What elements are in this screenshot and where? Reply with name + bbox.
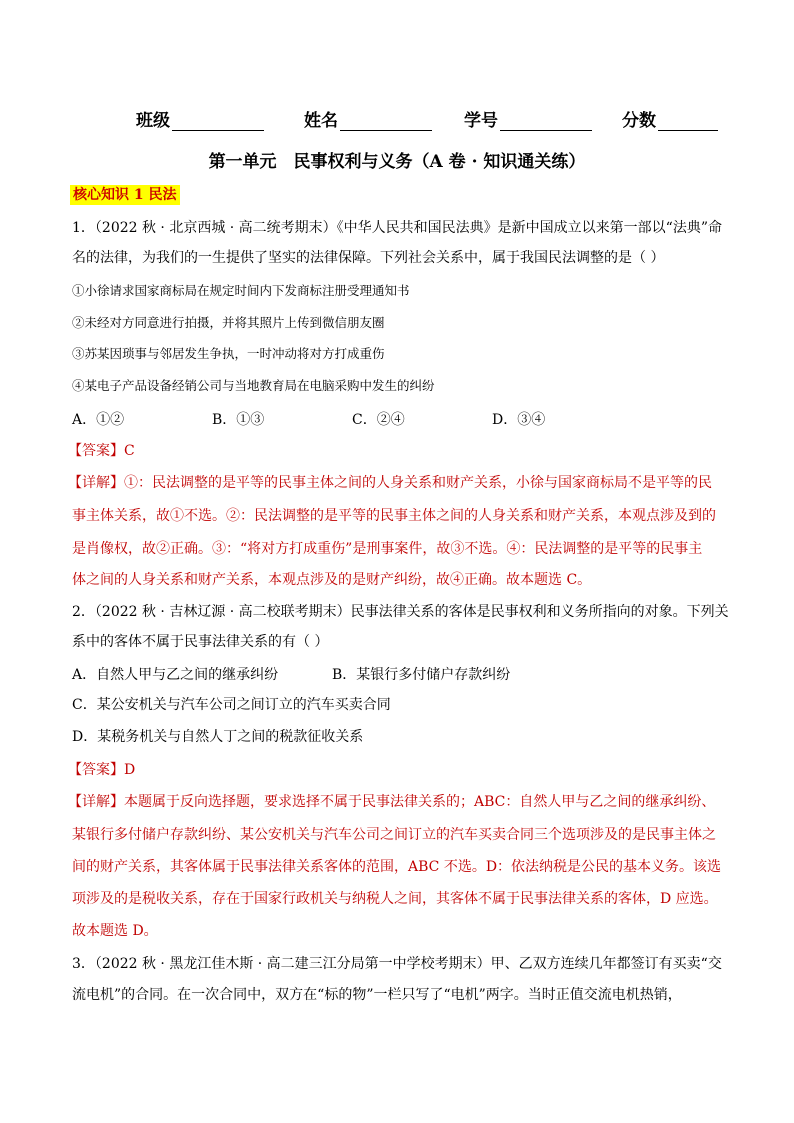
student-id-field <box>464 106 592 131</box>
class-field <box>136 106 264 131</box>
q1-item-3: ③苏某因琐事与邻居发生争执，一时冲动将对方打成重伤 <box>72 346 385 361</box>
name-field <box>304 106 432 131</box>
score-field <box>622 106 718 131</box>
name-blank[interactable] <box>340 113 432 131</box>
q1-stem-line2: 名的法律，为我们的一生提供了坚实的法律保障。下列社会关系中，属于我国民法调整的是（ ） <box>72 250 665 266</box>
class-blank[interactable] <box>172 113 264 131</box>
student-id-label: 学号 <box>464 111 498 131</box>
q1-item-1: ①小徐请求国家商标局在规定时间内下发商标注册受理通知书 <box>72 283 410 298</box>
q1-stem-line1: 1．（2022 秋 · 北京西城 · 高二统考期末）《中华人民共和国民法典》是新中国成立以来第一部以“法典”命 <box>72 220 722 236</box>
section-heading: 核心知识 1 民法 <box>70 185 180 205</box>
q1-item-4: ④某电子产品设备经销公司与当地教育局在电脑采购中发生的纠纷 <box>72 378 435 393</box>
score-blank[interactable] <box>658 113 718 131</box>
q2-option-a: A．自然人甲与乙之间的继承纠纷 <box>72 667 279 683</box>
q2-detail-line3: 间的财产关系，其客体属于民事法律关系客体的范围，ABC 不选。D：依法纳税是公民的基本义务。该选 <box>72 859 722 875</box>
q2-option-c: C．某公安机关与汽车公司之间订立的汽车买卖合同 <box>72 697 391 713</box>
q1-answer: 【答案】C <box>68 443 135 459</box>
q1-detail-line3: 是肖像权，故②正确。③：“将对方打成重伤”是刑事案件，故③不选。④：民法调整的是平等的民事主 <box>72 541 703 557</box>
q2-detail-line5: 故本题选 D。 <box>72 923 158 939</box>
q2-detail-line2: 某银行多付储户存款纠纷、某公安机关与汽车公司之间订立的汽车买卖合同三个选项涉及的是民事主体之 <box>72 827 716 843</box>
q1-option-d: D．③④ <box>492 412 546 428</box>
q2-answer: 【答案】D <box>68 762 136 778</box>
student-info-row <box>0 106 794 130</box>
score-label: 分数 <box>622 111 656 131</box>
q1-detail-line1: 【详解】①：民法调整的是平等的民事主体之间的人身关系和财产关系，小徐与国家商标局不是平等的民 <box>68 475 712 491</box>
class-label: 班级 <box>136 111 170 131</box>
q2-stem-line1: 2．（2022 秋 · 吉林辽源 · 高二校联考期末）民事法律关系的客体是民事权利和义务所指向的对象。下列关 <box>72 604 729 620</box>
page-title: 第一单元 民事权利与义务（A 卷 · 知识通关练） <box>208 152 586 172</box>
q1-detail-line4: 体之间的人身关系和财产关系，本观点涉及的是财产纠纷，故④正确。故本题选 C。 <box>72 572 592 588</box>
q1-option-b: B．①③ <box>212 412 265 428</box>
q2-detail-line1: 【详解】本题属于反向选择题，要求选择不属于民事法律关系的；ABC：自然人甲与乙之间的继承纠纷、 <box>68 794 716 810</box>
q2-stem-line2: 系中的客体不属于民事法律关系的有（ ） <box>72 634 329 650</box>
q1-option-a: A．①② <box>72 412 125 428</box>
q2-option-b: B．某银行多付储户存款纠纷 <box>332 667 511 683</box>
q2-option-d: D．某税务机关与自然人丁之间的税款征收关系 <box>72 729 364 745</box>
name-label: 姓名 <box>304 111 338 131</box>
student-id-blank[interactable] <box>500 113 592 131</box>
q1-option-c: C．②④ <box>352 412 405 428</box>
q2-detail-line4: 项涉及的是税收关系，存在于国家行政机关与纳税人之间，其客体不属于民事法律关系的客体，D 应选。 <box>72 891 718 907</box>
q3-stem-line2: 流电机”的合同。在一次合同中，双方在“标的物”一栏只写了“电机”两字。当时正值交流电机热销， <box>72 987 682 1003</box>
q1-item-2: ②未经对方同意进行拍摄，并将其照片上传到微信朋友圈 <box>72 315 385 330</box>
q3-stem-line1: 3．（2022 秋 · 黑龙江佳木斯 · 高二建三江分局第一中学校考期末）甲、乙双方连续几年都签订有买卖“交 <box>72 956 722 972</box>
q1-detail-line2: 事主体关系，故①不选。②：民法调整的是平等的民事主体之间的人身关系和财产关系，本观点涉及到的 <box>72 508 716 524</box>
